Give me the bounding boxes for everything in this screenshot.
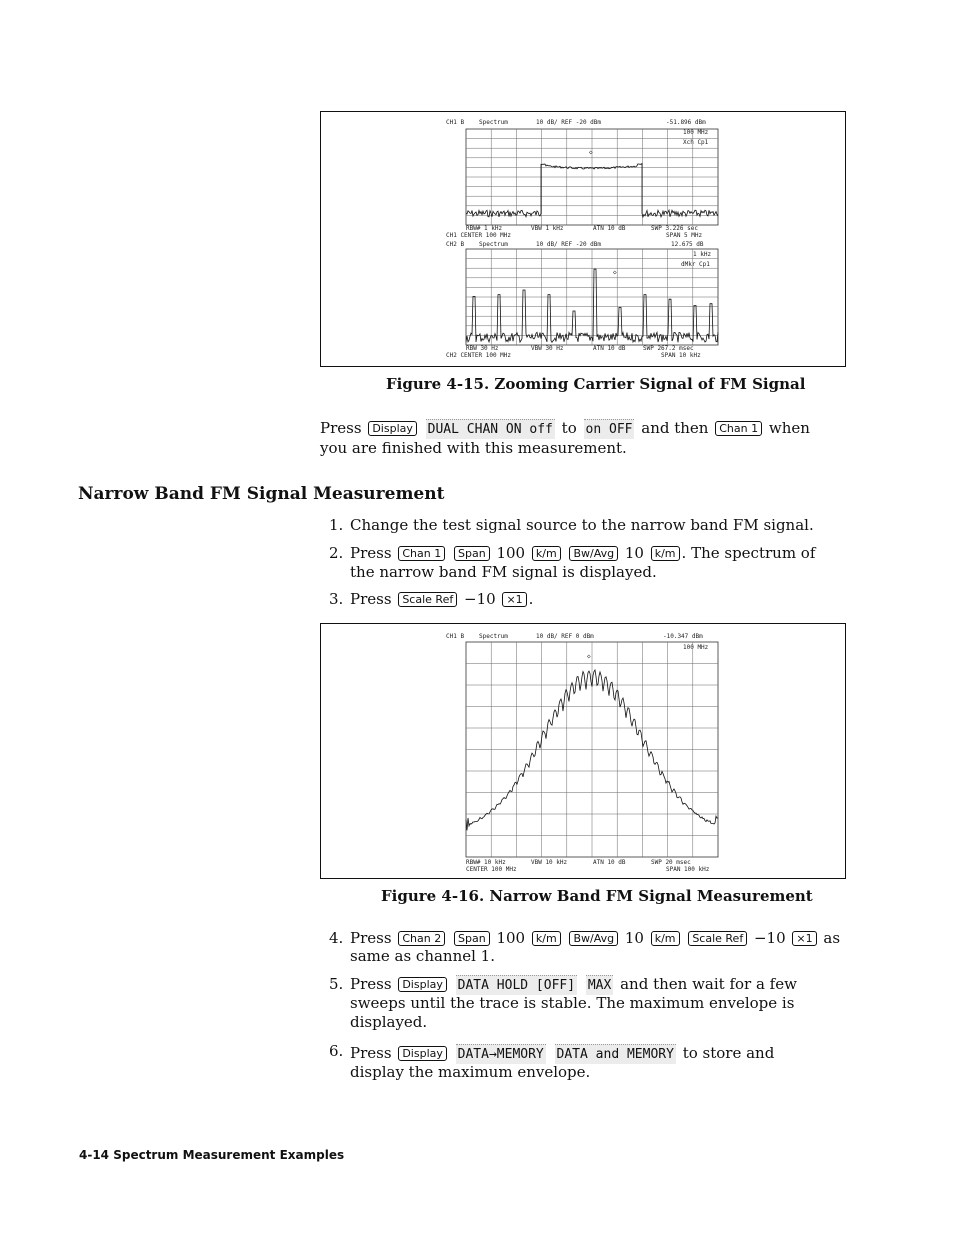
text-tail: . The spectrum of [681, 544, 816, 562]
text-when: when [768, 419, 810, 437]
ch2-marker-value: 12.675 dB [671, 241, 704, 248]
ch1-rbw: RBW# 1 kHz [466, 225, 503, 232]
text-and-then: and then [641, 419, 709, 437]
figure-4-16-caption: Figure 4-16. Narrow Band FM Signal Measurement [381, 887, 813, 905]
text-press: Press [350, 975, 392, 993]
text-to: to [561, 419, 577, 437]
text-tail: as [823, 929, 841, 947]
value-10: 10 [624, 929, 644, 947]
text-press: Press [350, 590, 392, 608]
text-tail: to store and [682, 1044, 775, 1062]
max-softkey[interactable]: MAX [586, 975, 613, 995]
fig2-center: CENTER 100 MHz [466, 866, 517, 873]
step-4-number: 4. [329, 929, 344, 947]
step-4-text [350, 929, 840, 948]
figure-4-16 [320, 623, 846, 879]
fig2-atn: ATN 10 dB [593, 859, 626, 866]
step-5-text [350, 975, 797, 995]
ch1-span: SPAN 5 MHz [666, 232, 703, 239]
fig2-label: CH1 B [446, 633, 465, 640]
dual-chan-softkey[interactable]: DUAL CHAN ON off [426, 419, 555, 439]
ch1-vbw: VBW 1 kHz [531, 225, 564, 232]
on-off-softkey[interactable]: on OFF [584, 419, 635, 439]
fig2-swp: SWP 20 msec [651, 859, 691, 866]
text-tail: . [528, 590, 534, 608]
ch2-center: CH2 CENTER 100 MHz [446, 352, 512, 359]
ch2-atn: ATN 10 dB [593, 345, 626, 352]
ch1-marker-mode: Xch Cp1 [683, 139, 709, 146]
text-press: Press [350, 544, 392, 562]
ch1-atn: ATN 10 dB [593, 225, 626, 232]
fig2-marker-value: -10.347 dBm [663, 633, 703, 640]
ch1-marker-freq: 100 MHz [683, 129, 709, 136]
text-tail: and then wait for a few [620, 975, 797, 993]
ch1-center: CH1 CENTER 100 MHz [446, 232, 512, 239]
fig2-marker-freq: 100 MHz [683, 644, 709, 651]
display-key[interactable]: Display [368, 421, 417, 436]
step-3-text [350, 590, 533, 609]
chan1-key[interactable]: Chan 1 [715, 421, 762, 436]
fig2-vbw: VBW 10 kHz [531, 859, 568, 866]
x1-key[interactable]: ×1 [502, 592, 526, 607]
value-100: 100 [496, 544, 526, 562]
display-key[interactable]: Display [398, 1046, 447, 1061]
k-m-key[interactable]: k/m [532, 931, 561, 946]
ch1-marker-value: -51.896 dBm [666, 119, 706, 126]
figure-4-16-screen [321, 624, 845, 878]
scale-ref-key[interactable]: Scale Ref [688, 931, 747, 946]
step-2-number: 2. [329, 544, 344, 562]
step-6-number: 6. [329, 1042, 344, 1060]
display-key[interactable]: Display [398, 977, 447, 992]
step-3-number: 3. [329, 590, 344, 608]
step-1-number: 1. [329, 516, 344, 534]
fig2-marker-symbol: ◇ [587, 653, 591, 660]
ch2-swp: SWP 267.2 msec [643, 345, 694, 352]
fig2-scale: 10 dB/ REF 0 dBm [536, 633, 594, 640]
ch2-scale: 10 dB/ REF -20 dBm [536, 241, 602, 248]
ch2-vbw: VBW 30 Hz [531, 345, 564, 352]
figure-4-15-caption: Figure 4-15. Zooming Carrier Signal of FM Signal [386, 375, 806, 393]
fig2-span: SPAN 100 kHz [666, 866, 710, 873]
ch2-mode: Spectrum [479, 241, 508, 248]
ch1-scale: 10 dB/ REF -20 dBm [536, 119, 602, 126]
text-press: Press [320, 419, 362, 437]
step-2-line2: the narrow band FM signal is displayed. [350, 563, 657, 581]
fig2-graticule [466, 642, 718, 857]
data-and-memory-softkey[interactable]: DATA and MEMORY [555, 1044, 676, 1064]
text-press: Press [350, 929, 392, 947]
x1-key[interactable]: ×1 [792, 931, 816, 946]
ch1-mode: Spectrum [479, 119, 508, 126]
data-to-memory-softkey[interactable]: DATA→MEMORY [456, 1044, 546, 1064]
bw-avg-key[interactable]: Bw/Avg [569, 931, 618, 946]
step-6-text [350, 1044, 774, 1064]
fig2-rbw: RBW# 10 kHz [466, 859, 506, 866]
step-5-number: 5. [329, 975, 344, 993]
bw-avg-key[interactable]: Bw/Avg [569, 546, 618, 561]
page-footer: 4-14 Spectrum Measurement Examples [79, 1148, 345, 1162]
ch1-label: CH1 B [446, 119, 465, 126]
text-press: Press [350, 1044, 392, 1062]
scale-ref-key[interactable]: Scale Ref [398, 592, 457, 607]
value-minus-10: −10 [464, 590, 496, 608]
ch2-marker-freq: 1 kHz [693, 251, 712, 258]
fig2-mode: Spectrum [479, 633, 508, 640]
span-key[interactable]: Span [454, 546, 490, 561]
step-1-text: Change the test signal source to the narrow band FM signal. [350, 516, 814, 534]
chan1-key[interactable]: Chan 1 [398, 546, 445, 561]
ch2-span: SPAN 10 kHz [661, 352, 701, 359]
dual-chan-instruction-line2: you are finished with this measurement. [320, 439, 627, 457]
step-4-line2: same as channel 1. [350, 947, 495, 965]
k-m-key[interactable]: k/m [651, 546, 680, 561]
step-6-line2: display the maximum envelope. [350, 1063, 591, 1081]
value-minus-10: −10 [753, 929, 786, 947]
ch2-rbw: RBW 30 Hz [466, 345, 499, 352]
ch2-marker-symbol: ◇ [613, 269, 617, 276]
ch2-marker-mode: dMkr Cp1 [681, 261, 710, 268]
ch1-marker-symbol: ◇ [589, 149, 593, 156]
data-hold-softkey[interactable]: DATA HOLD [OFF] [456, 975, 577, 995]
step-2-text [350, 544, 815, 563]
ch1-graticule [466, 129, 718, 225]
k-m-key[interactable]: k/m [651, 931, 680, 946]
value-10: 10 [624, 544, 644, 562]
span-key[interactable]: Span [454, 931, 490, 946]
value-100: 100 [496, 929, 526, 947]
step-5-line3: displayed. [350, 1013, 428, 1031]
figure-4-15-screen [321, 112, 845, 366]
dual-chan-instruction [320, 419, 810, 439]
k-m-key[interactable]: k/m [532, 546, 561, 561]
figure-4-15 [320, 111, 846, 367]
chan2-key[interactable]: Chan 2 [398, 931, 445, 946]
ch1-swp: SWP 3.226 sec [651, 225, 698, 232]
step-5-line2: sweeps until the trace is stable. The maximum envelope is [350, 994, 795, 1012]
section-heading: Narrow Band FM Signal Measurement [78, 484, 445, 504]
ch2-label: CH2 B [446, 241, 465, 248]
